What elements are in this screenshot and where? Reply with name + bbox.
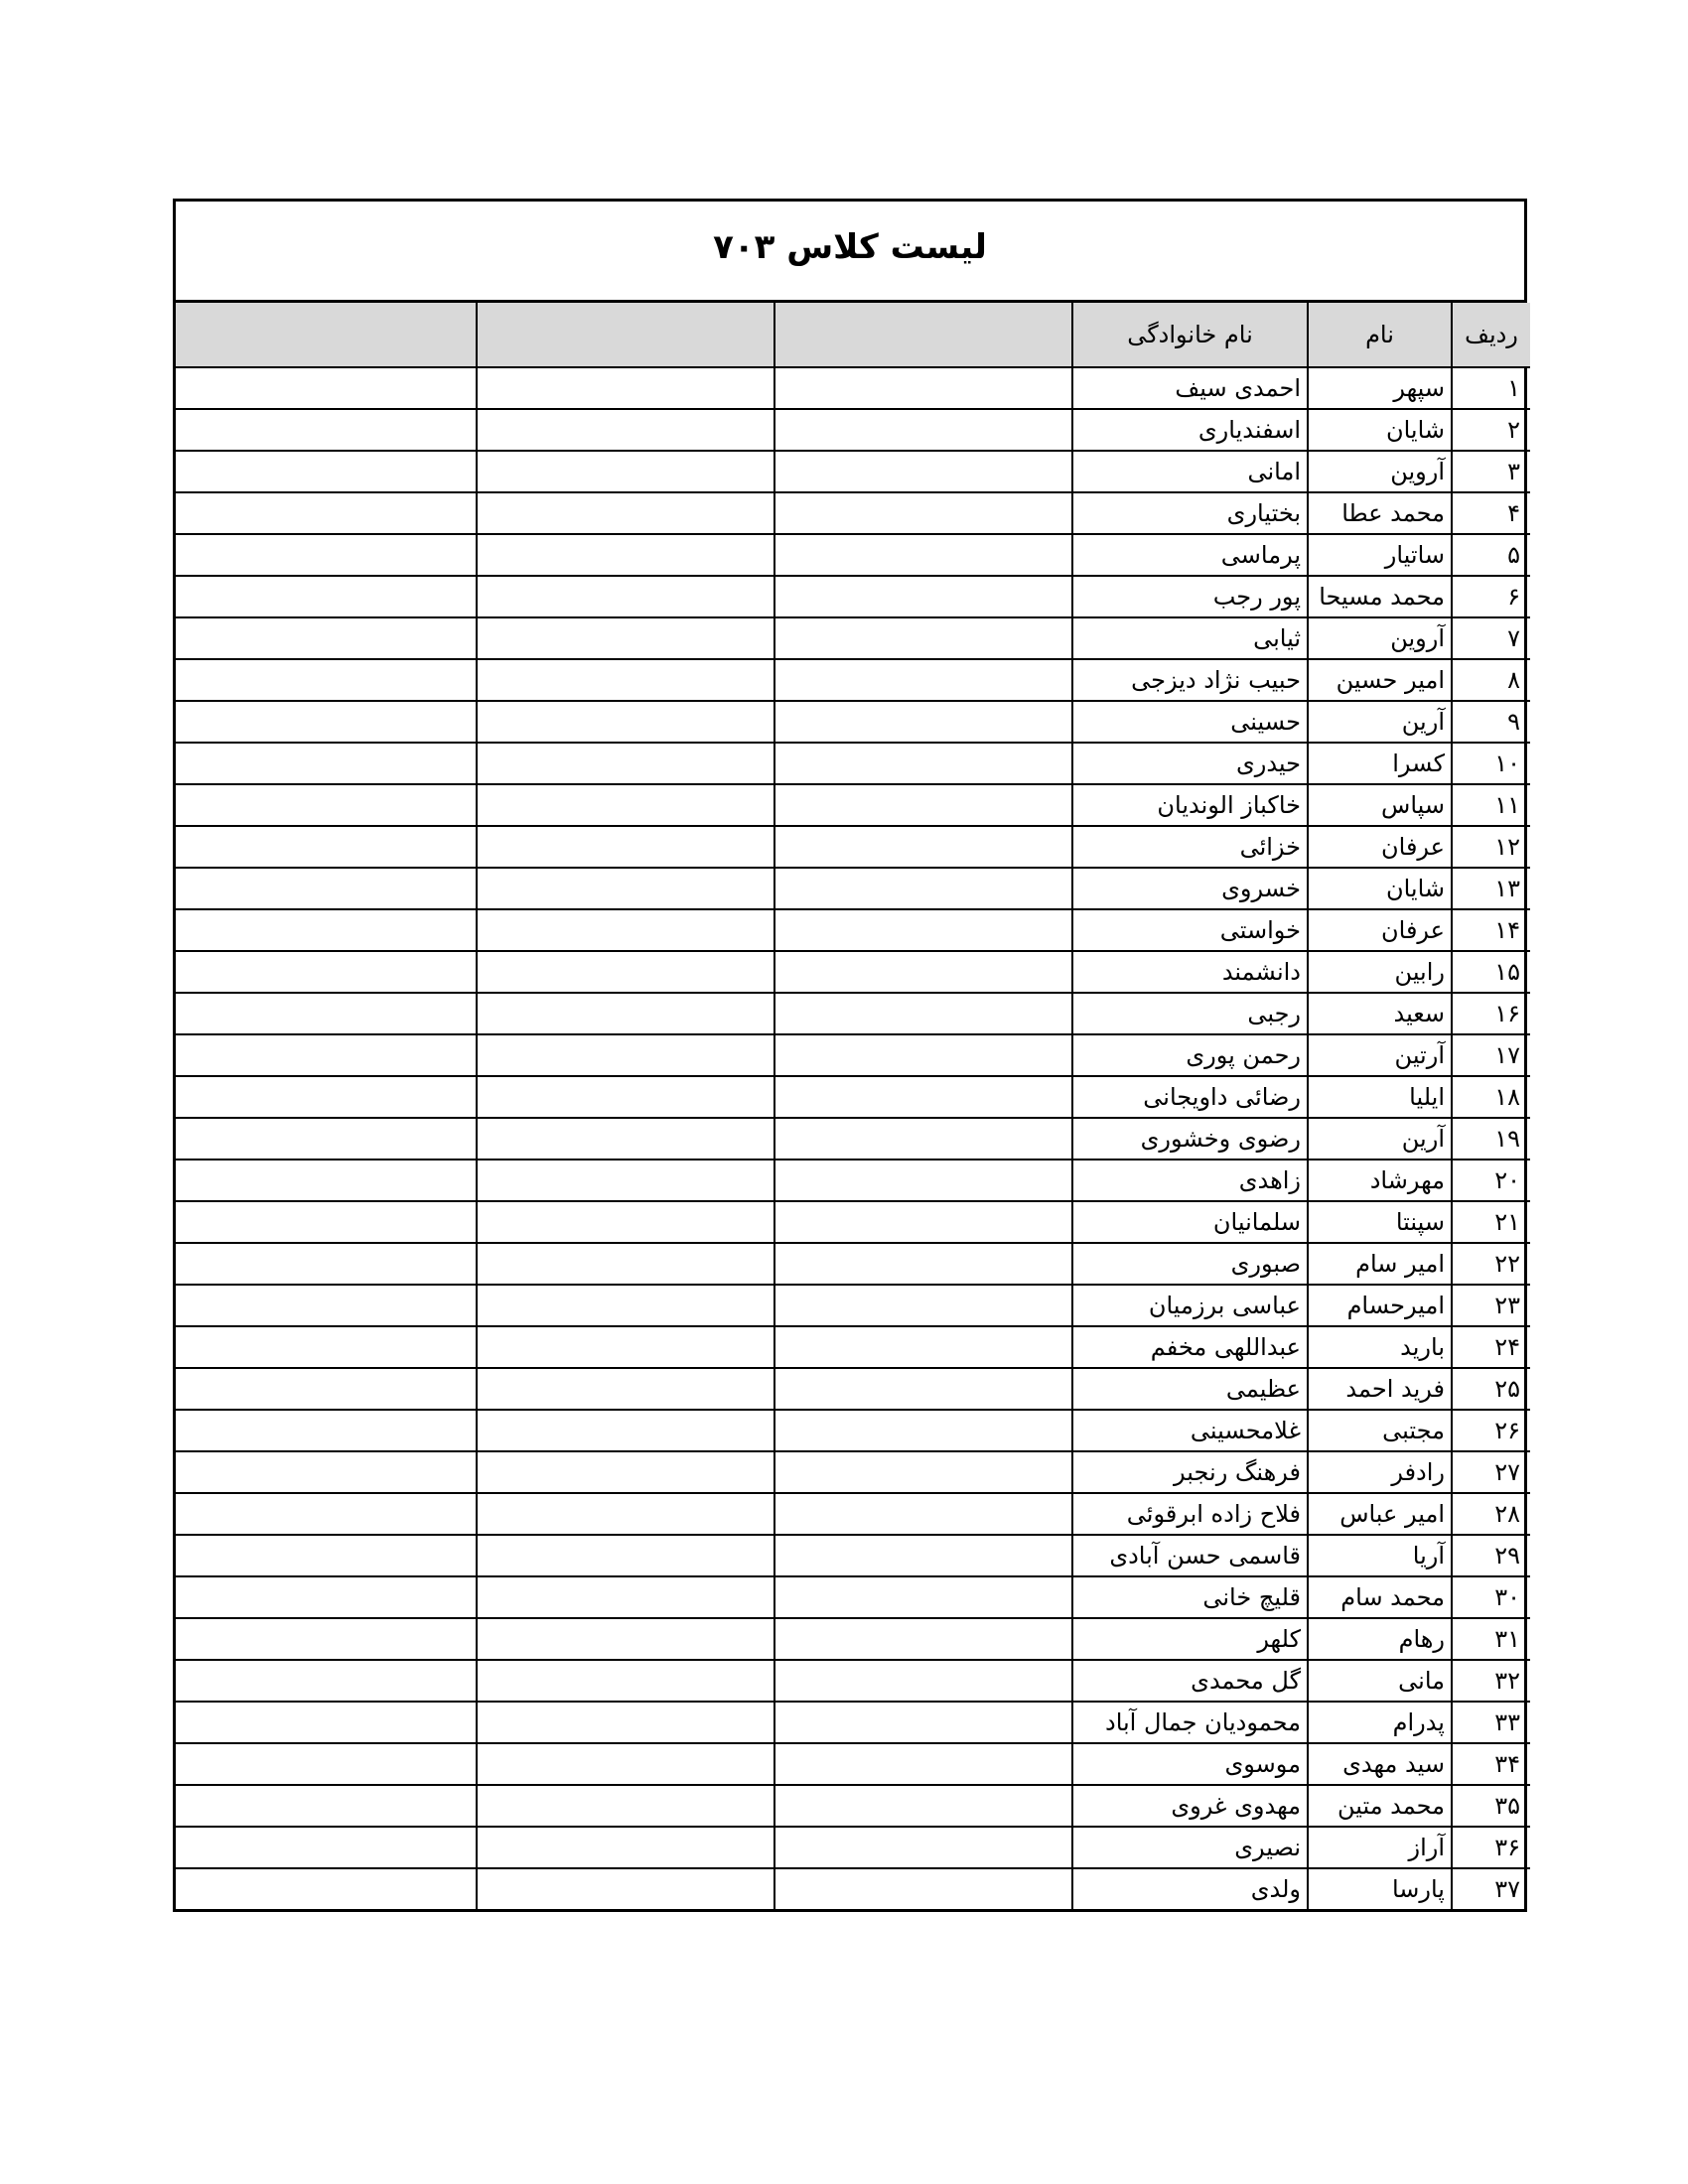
table-row — [176, 1160, 1530, 1201]
table-row — [176, 826, 1530, 868]
last-name-cell: رجبی — [1072, 993, 1308, 1034]
empty-cell — [477, 951, 774, 993]
empty-cell — [477, 1201, 774, 1243]
empty-cell — [477, 1743, 774, 1785]
empty-cell — [477, 576, 774, 617]
empty-cell — [176, 993, 477, 1034]
student-rows — [176, 367, 1530, 1909]
table-row — [176, 534, 1530, 576]
first-name-cell: ساتیار — [1308, 534, 1452, 576]
empty-cell — [774, 1702, 1072, 1743]
empty-cell — [774, 1576, 1072, 1618]
last-name-cell: نصیری — [1072, 1827, 1308, 1868]
last-name-cell: قاسمی حسن آبادی — [1072, 1535, 1308, 1576]
empty-cell — [176, 826, 477, 868]
empty-cell — [774, 951, 1072, 993]
page-title: لیست کلاس ۷۰۳ — [713, 226, 987, 267]
last-name-cell: امانی — [1072, 451, 1308, 492]
empty-cell — [477, 1368, 774, 1410]
empty-cell — [176, 1702, 477, 1743]
empty-cell — [176, 492, 477, 534]
first-name-cell: آریا — [1308, 1535, 1452, 1576]
first-name-cell: عرفان — [1308, 826, 1452, 868]
empty-cell — [774, 576, 1072, 617]
empty-cell — [774, 409, 1072, 451]
empty-cell — [477, 534, 774, 576]
first-name-cell: آروین — [1308, 617, 1452, 659]
empty-cell — [774, 659, 1072, 701]
empty-cell — [176, 367, 477, 409]
table-row — [176, 1535, 1530, 1576]
table-row — [176, 617, 1530, 659]
empty-cell — [176, 1660, 477, 1702]
empty-cell — [477, 1702, 774, 1743]
header-first-name: نام — [1308, 303, 1452, 367]
first-name-cell: رادفر — [1308, 1451, 1452, 1493]
last-name-cell: رحمن پوری — [1072, 1034, 1308, 1076]
empty-cell — [774, 1034, 1072, 1076]
table-row — [176, 743, 1530, 784]
row-number-cell: ۵ — [1452, 534, 1530, 576]
first-name-cell: سید مهدی — [1308, 1743, 1452, 1785]
row-number-cell: ۳ — [1452, 451, 1530, 492]
first-name-cell: بارید — [1308, 1326, 1452, 1368]
empty-cell — [774, 1535, 1072, 1576]
last-name-cell: رضائی داویجانی — [1072, 1076, 1308, 1118]
first-name-cell: محمد سام — [1308, 1576, 1452, 1618]
first-name-cell: شایان — [1308, 409, 1452, 451]
table-row — [176, 1827, 1530, 1868]
empty-cell — [176, 1034, 477, 1076]
empty-cell — [176, 743, 477, 784]
row-number-cell: ۱ — [1452, 367, 1530, 409]
table-row — [176, 1368, 1530, 1410]
empty-cell — [176, 701, 477, 743]
empty-cell — [774, 534, 1072, 576]
row-number-cell: ۲۰ — [1452, 1160, 1530, 1201]
empty-cell — [774, 701, 1072, 743]
row-number-cell: ۲۳ — [1452, 1285, 1530, 1326]
row-number-cell: ۳۷ — [1452, 1868, 1530, 1909]
first-name-cell: سعید — [1308, 993, 1452, 1034]
row-number-cell: ۶ — [1452, 576, 1530, 617]
first-name-cell: امیر حسین — [1308, 659, 1452, 701]
table-row — [176, 1076, 1530, 1118]
last-name-cell: خاکباز الوندیان — [1072, 784, 1308, 826]
last-name-cell: زاهدی — [1072, 1160, 1308, 1201]
empty-cell — [477, 784, 774, 826]
row-number-cell: ۲۲ — [1452, 1243, 1530, 1285]
empty-cell — [176, 784, 477, 826]
table-row — [176, 1576, 1530, 1618]
first-name-cell: امیرحسام — [1308, 1285, 1452, 1326]
last-name-cell: گل محمدی — [1072, 1660, 1308, 1702]
row-number-cell: ۱۰ — [1452, 743, 1530, 784]
empty-cell — [774, 451, 1072, 492]
last-name-cell: پور رجب — [1072, 576, 1308, 617]
last-name-cell: صبوری — [1072, 1243, 1308, 1285]
last-name-cell: عبداللهی مخفم — [1072, 1326, 1308, 1368]
empty-cell — [774, 1618, 1072, 1660]
empty-cell — [774, 1660, 1072, 1702]
last-name-cell: غلامحسینی — [1072, 1410, 1308, 1451]
row-number-cell: ۷ — [1452, 617, 1530, 659]
empty-cell — [176, 1618, 477, 1660]
last-name-cell: اسفندیاری — [1072, 409, 1308, 451]
row-number-cell: ۲ — [1452, 409, 1530, 451]
empty-cell — [176, 1118, 477, 1160]
table-row — [176, 701, 1530, 743]
first-name-cell: مهرشاد — [1308, 1160, 1452, 1201]
empty-cell — [774, 1326, 1072, 1368]
empty-cell — [774, 1785, 1072, 1827]
empty-cell — [774, 1743, 1072, 1785]
first-name-cell: رابین — [1308, 951, 1452, 993]
first-name-cell: مانی — [1308, 1660, 1452, 1702]
table-row — [176, 659, 1530, 701]
empty-cell — [477, 1160, 774, 1201]
first-name-cell: آرین — [1308, 701, 1452, 743]
empty-cell — [477, 409, 774, 451]
empty-cell — [774, 1201, 1072, 1243]
last-name-cell: خواستی — [1072, 909, 1308, 951]
empty-cell — [774, 1451, 1072, 1493]
empty-cell — [176, 1535, 477, 1576]
row-number-cell: ۹ — [1452, 701, 1530, 743]
empty-cell — [176, 1326, 477, 1368]
empty-cell — [176, 951, 477, 993]
first-name-cell: پارسا — [1308, 1868, 1452, 1909]
empty-cell — [774, 492, 1072, 534]
empty-cell — [477, 492, 774, 534]
first-name-cell: عرفان — [1308, 909, 1452, 951]
header-blank-column — [774, 303, 1072, 367]
empty-cell — [176, 451, 477, 492]
header-row — [176, 303, 1530, 367]
empty-cell — [477, 1285, 774, 1326]
table-row — [176, 1451, 1530, 1493]
last-name-cell: ثیابی — [1072, 617, 1308, 659]
table-row — [176, 1243, 1530, 1285]
row-number-cell: ۳۵ — [1452, 1785, 1530, 1827]
empty-cell — [176, 909, 477, 951]
row-number-cell: ۲۹ — [1452, 1535, 1530, 1576]
table-row — [176, 1785, 1530, 1827]
row-number-cell: ۱۵ — [1452, 951, 1530, 993]
empty-cell — [176, 1576, 477, 1618]
empty-cell — [176, 1868, 477, 1909]
empty-cell — [477, 1243, 774, 1285]
last-name-cell: کلهر — [1072, 1618, 1308, 1660]
empty-cell — [176, 1368, 477, 1410]
class-list-sheet — [173, 199, 1527, 1912]
first-name-cell: آرین — [1308, 1118, 1452, 1160]
empty-cell — [176, 659, 477, 701]
empty-cell — [477, 1535, 774, 1576]
empty-cell — [774, 617, 1072, 659]
table-row — [176, 1201, 1530, 1243]
last-name-cell: عباسی برزمیان — [1072, 1285, 1308, 1326]
table-row — [176, 451, 1530, 492]
first-name-cell: مجتبی — [1308, 1410, 1452, 1451]
empty-cell — [176, 1243, 477, 1285]
last-name-cell: حیدری — [1072, 743, 1308, 784]
header-blank-column — [477, 303, 774, 367]
last-name-cell: سلمانیان — [1072, 1201, 1308, 1243]
empty-cell — [176, 1160, 477, 1201]
row-number-cell: ۳۳ — [1452, 1702, 1530, 1743]
first-name-cell: پدرام — [1308, 1702, 1452, 1743]
row-number-cell: ۱۶ — [1452, 993, 1530, 1034]
empty-cell — [176, 1285, 477, 1326]
empty-cell — [176, 409, 477, 451]
empty-cell — [774, 367, 1072, 409]
table-row — [176, 492, 1530, 534]
empty-cell — [477, 1785, 774, 1827]
first-name-cell: محمد عطا — [1308, 492, 1452, 534]
empty-cell — [477, 1827, 774, 1868]
empty-cell — [477, 868, 774, 909]
table-row — [176, 993, 1530, 1034]
title-row — [176, 202, 1524, 303]
last-name-cell: قلیچ خانی — [1072, 1576, 1308, 1618]
table-row — [176, 576, 1530, 617]
empty-cell — [477, 909, 774, 951]
last-name-cell: پرماسی — [1072, 534, 1308, 576]
row-number-cell: ۱۹ — [1452, 1118, 1530, 1160]
first-name-cell: ایلیا — [1308, 1076, 1452, 1118]
row-number-cell: ۲۵ — [1452, 1368, 1530, 1410]
table-row — [176, 1410, 1530, 1451]
empty-cell — [176, 576, 477, 617]
first-name-cell: آرتین — [1308, 1034, 1452, 1076]
empty-cell — [176, 1785, 477, 1827]
row-number-cell: ۱۴ — [1452, 909, 1530, 951]
first-name-cell: رهام — [1308, 1618, 1452, 1660]
row-number-cell: ۲۸ — [1452, 1493, 1530, 1535]
empty-cell — [477, 743, 774, 784]
empty-cell — [176, 534, 477, 576]
empty-cell — [477, 659, 774, 701]
empty-cell — [176, 617, 477, 659]
row-number-cell: ۲۶ — [1452, 1410, 1530, 1451]
last-name-cell: فلاح زاده ابرقوئی — [1072, 1493, 1308, 1535]
row-number-cell: ۲۴ — [1452, 1326, 1530, 1368]
table-row — [176, 367, 1530, 409]
empty-cell — [176, 1493, 477, 1535]
first-name-cell: سپنتا — [1308, 1201, 1452, 1243]
table-row — [176, 1493, 1530, 1535]
last-name-cell: بختیاری — [1072, 492, 1308, 534]
empty-cell — [774, 1868, 1072, 1909]
empty-cell — [477, 701, 774, 743]
row-number-cell: ۳۴ — [1452, 1743, 1530, 1785]
table-row — [176, 1868, 1530, 1909]
header-row-number: ردیف — [1452, 303, 1530, 367]
empty-cell — [477, 1451, 774, 1493]
table-row — [176, 1660, 1530, 1702]
empty-cell — [774, 909, 1072, 951]
first-name-cell: محمد متین — [1308, 1785, 1452, 1827]
last-name-cell: دانشمند — [1072, 951, 1308, 993]
empty-cell — [176, 1410, 477, 1451]
first-name-cell: کسرا — [1308, 743, 1452, 784]
table-row — [176, 1702, 1530, 1743]
empty-cell — [176, 1743, 477, 1785]
table-row — [176, 1118, 1530, 1160]
empty-cell — [477, 1076, 774, 1118]
empty-cell — [477, 451, 774, 492]
empty-cell — [774, 1493, 1072, 1535]
last-name-cell: خزائی — [1072, 826, 1308, 868]
last-name-cell: موسوی — [1072, 1743, 1308, 1785]
row-number-cell: ۲۷ — [1452, 1451, 1530, 1493]
empty-cell — [176, 868, 477, 909]
first-name-cell: فرید احمد — [1308, 1368, 1452, 1410]
last-name-cell: عظیمی — [1072, 1368, 1308, 1410]
empty-cell — [176, 1827, 477, 1868]
row-number-cell: ۳۱ — [1452, 1618, 1530, 1660]
table-row — [176, 409, 1530, 451]
table-row — [176, 909, 1530, 951]
empty-cell — [774, 1243, 1072, 1285]
empty-cell — [477, 1660, 774, 1702]
empty-cell — [477, 1868, 774, 1909]
first-name-cell: سپاس — [1308, 784, 1452, 826]
last-name-cell: فرهنگ رنجبر — [1072, 1451, 1308, 1493]
row-number-cell: ۸ — [1452, 659, 1530, 701]
empty-cell — [176, 1201, 477, 1243]
student-table — [176, 303, 1530, 1909]
empty-cell — [774, 1076, 1072, 1118]
empty-cell — [477, 1118, 774, 1160]
empty-cell — [774, 1118, 1072, 1160]
row-number-cell: ۳۰ — [1452, 1576, 1530, 1618]
empty-cell — [477, 993, 774, 1034]
table-row — [176, 1326, 1530, 1368]
last-name-cell: حسینی — [1072, 701, 1308, 743]
last-name-cell: رضوی وخشوری — [1072, 1118, 1308, 1160]
empty-cell — [774, 1368, 1072, 1410]
header-blank-column — [176, 303, 477, 367]
empty-cell — [774, 1410, 1072, 1451]
empty-cell — [477, 1034, 774, 1076]
empty-cell — [477, 1618, 774, 1660]
empty-cell — [477, 367, 774, 409]
empty-cell — [176, 1076, 477, 1118]
last-name-cell: محمودیان جمال آباد — [1072, 1702, 1308, 1743]
first-name-cell: آروین — [1308, 451, 1452, 492]
first-name-cell: امیر عباس — [1308, 1493, 1452, 1535]
empty-cell — [477, 1326, 774, 1368]
row-number-cell: ۱۱ — [1452, 784, 1530, 826]
row-number-cell: ۱۷ — [1452, 1034, 1530, 1076]
empty-cell — [774, 868, 1072, 909]
empty-cell — [477, 617, 774, 659]
table-row — [176, 1743, 1530, 1785]
first-name-cell: آراز — [1308, 1827, 1452, 1868]
empty-cell — [176, 1451, 477, 1493]
first-name-cell: شایان — [1308, 868, 1452, 909]
row-number-cell: ۱۸ — [1452, 1076, 1530, 1118]
row-number-cell: ۱۳ — [1452, 868, 1530, 909]
empty-cell — [774, 993, 1072, 1034]
table-row — [176, 784, 1530, 826]
last-name-cell: احمدی سیف — [1072, 367, 1308, 409]
last-name-cell: خسروی — [1072, 868, 1308, 909]
empty-cell — [477, 826, 774, 868]
row-number-cell: ۱۲ — [1452, 826, 1530, 868]
empty-cell — [477, 1576, 774, 1618]
table-row — [176, 1285, 1530, 1326]
row-number-cell: ۳۲ — [1452, 1660, 1530, 1702]
empty-cell — [774, 826, 1072, 868]
row-number-cell: ۲۱ — [1452, 1201, 1530, 1243]
empty-cell — [774, 784, 1072, 826]
first-name-cell: سپهر — [1308, 367, 1452, 409]
first-name-cell: امیر سام — [1308, 1243, 1452, 1285]
table-row — [176, 951, 1530, 993]
last-name-cell: ولدی — [1072, 1868, 1308, 1909]
last-name-cell: مهدوی غروی — [1072, 1785, 1308, 1827]
table-row — [176, 868, 1530, 909]
row-number-cell: ۳۶ — [1452, 1827, 1530, 1868]
row-number-cell: ۴ — [1452, 492, 1530, 534]
empty-cell — [774, 743, 1072, 784]
last-name-cell: حبیب نژاد دیزجی — [1072, 659, 1308, 701]
empty-cell — [774, 1285, 1072, 1326]
empty-cell — [477, 1493, 774, 1535]
table-row — [176, 1034, 1530, 1076]
empty-cell — [774, 1827, 1072, 1868]
header-last-name: نام خانوادگی — [1072, 303, 1308, 367]
empty-cell — [477, 1410, 774, 1451]
empty-cell — [774, 1160, 1072, 1201]
first-name-cell: محمد مسیحا — [1308, 576, 1452, 617]
table-row — [176, 1618, 1530, 1660]
